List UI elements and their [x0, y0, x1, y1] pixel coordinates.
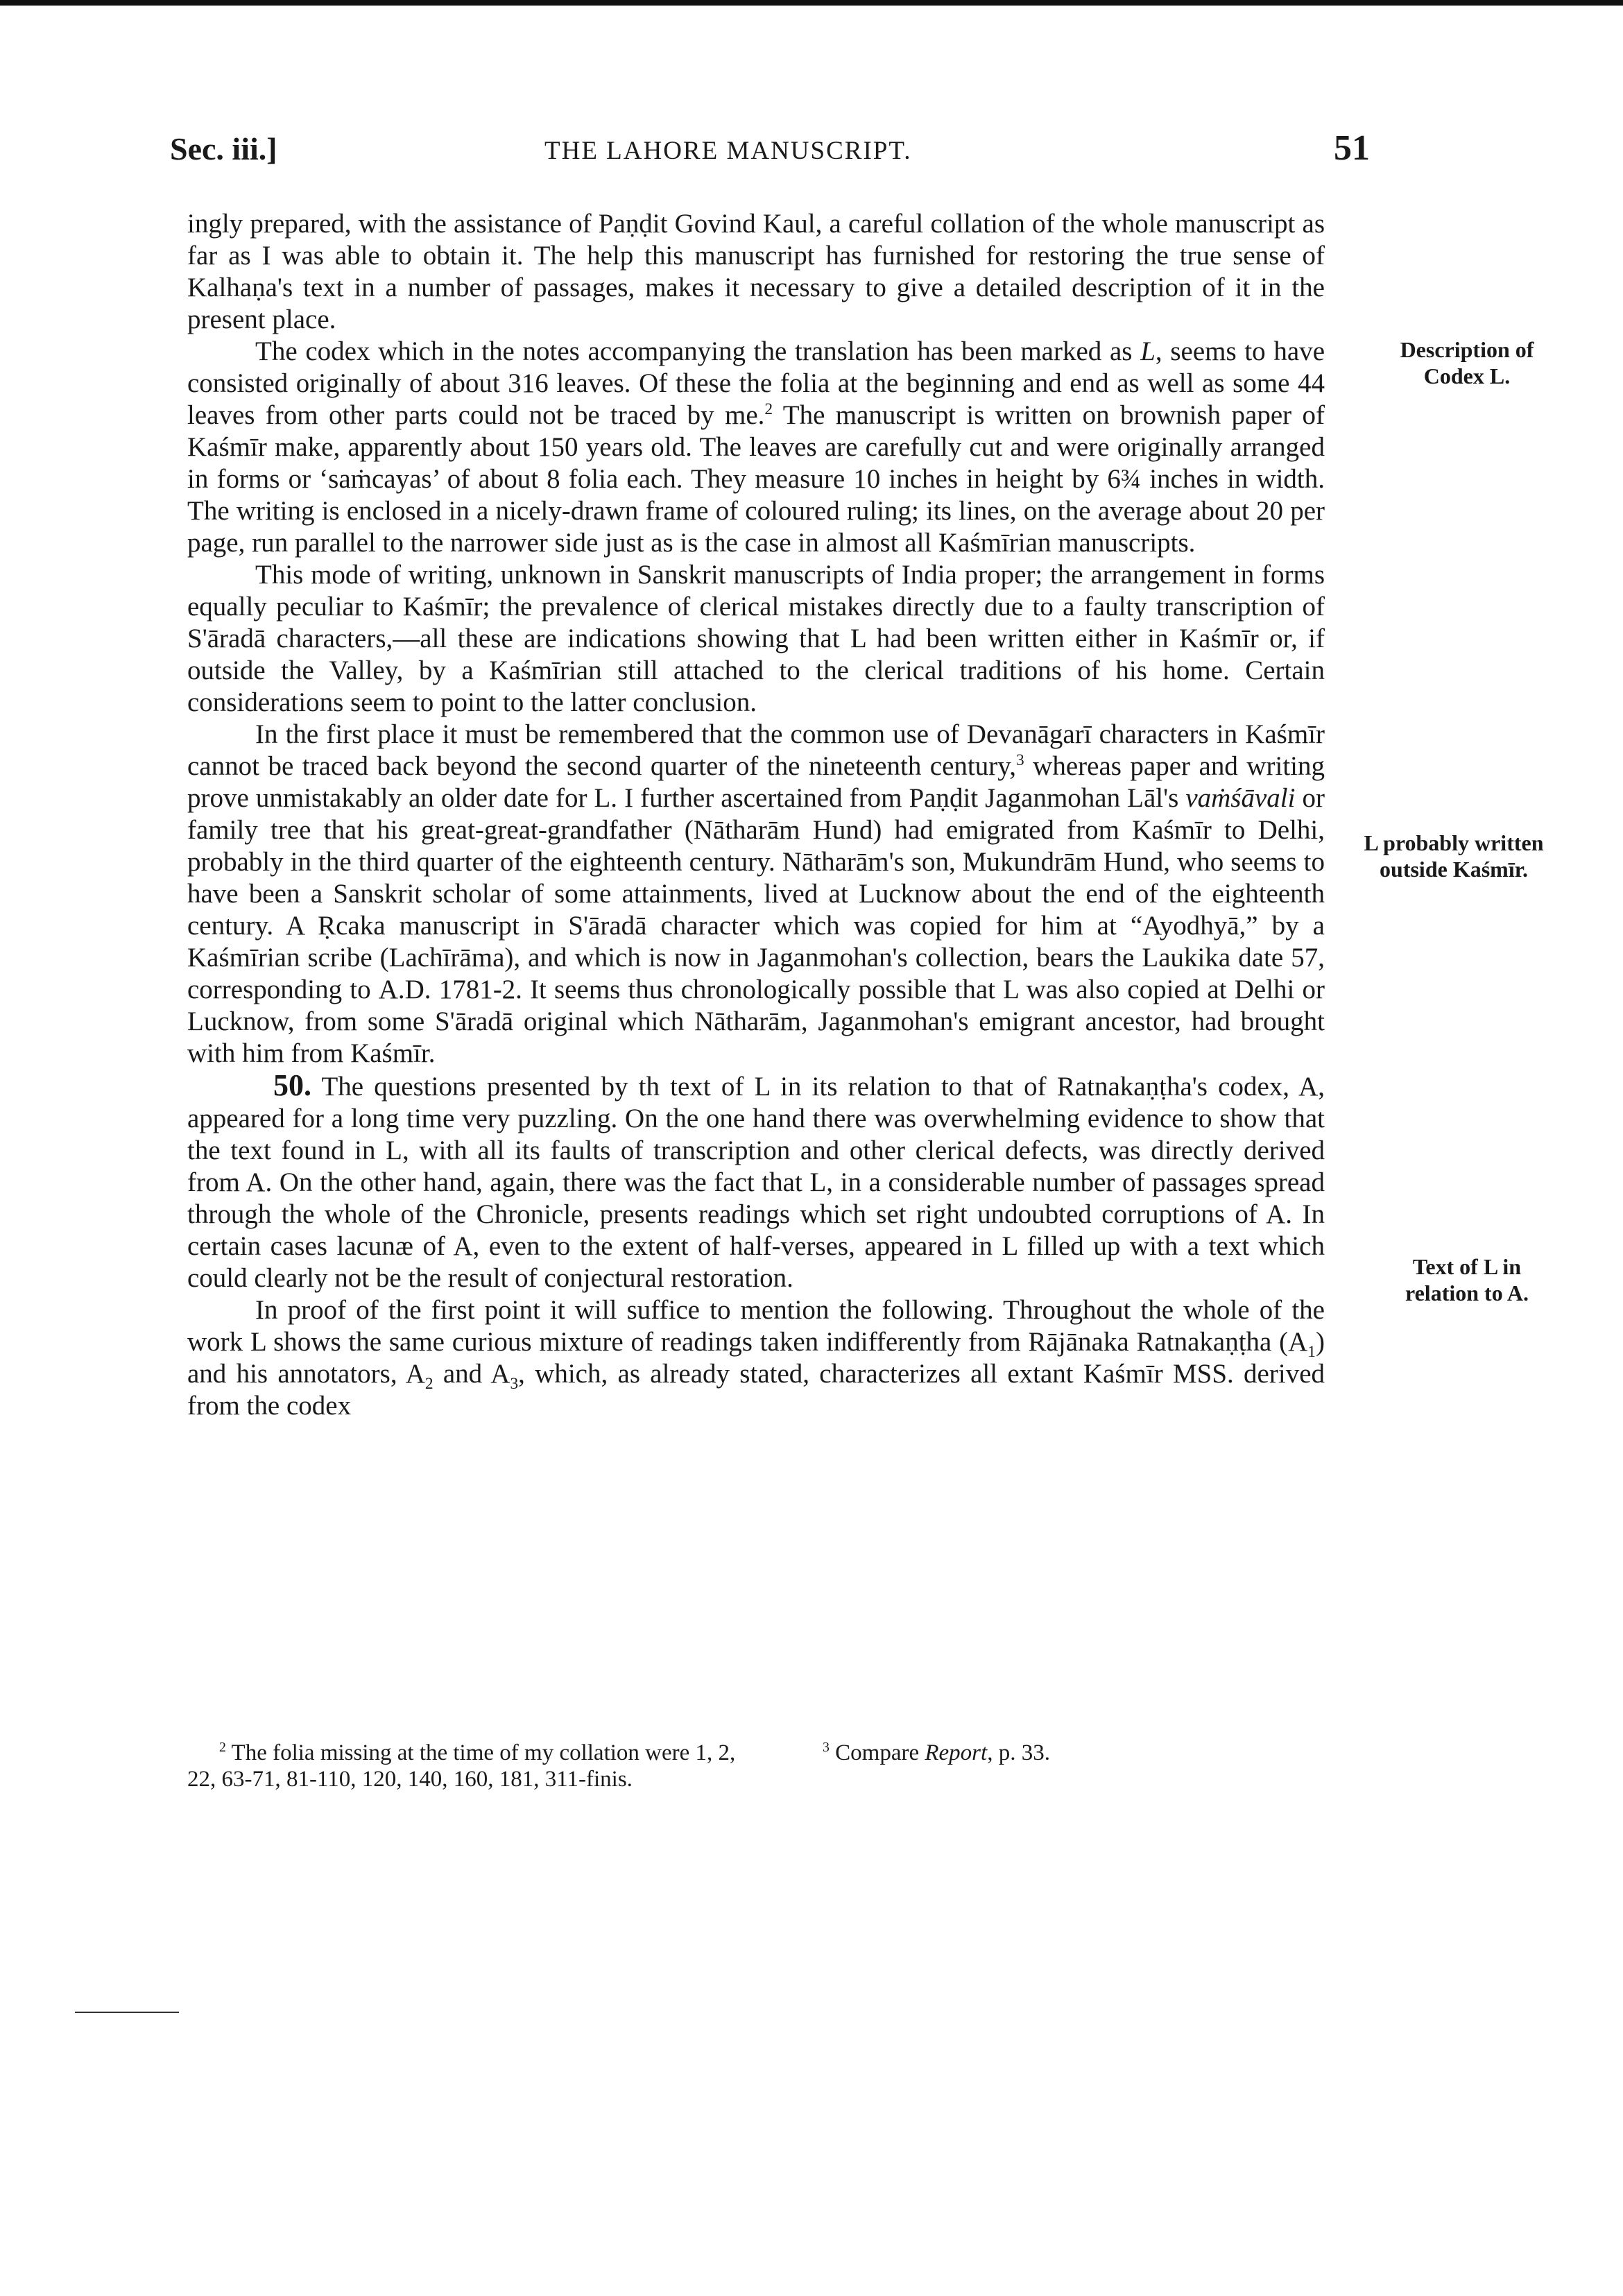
bottom-rule [75, 2012, 179, 2013]
side-note-text-relation: Text of L in relation to A. [1405, 1254, 1529, 1305]
footnote-ref-2: 2 [764, 400, 773, 418]
page-number: 51 [1334, 128, 1370, 168]
paragraph-mode-of-writing: This mode of writing, unknown in Sanskrit manuscripts of India proper; the arrangement in forms equally peculiar to Kaśmīr; the prevalence of clerical mistakes directly due to a faulty transcription of S'āradā characters,—all these are indications showing that L had been written either in Kaśmīr or, if outside the Valley, by a Kaśmīrian still attached to the clerical traditions of his home. Certain considerations seem to point to the latter conclusion. [187, 560, 1325, 717]
footnote-2: $^2$ The folia missing at the time of my collation were 1, 2, 22, 63-71, 81-110, 120, 140, 160, 181, 311-finis. [187, 1740, 736, 1792]
running-header [170, 130, 1370, 172]
top-edge-rule [0, 0, 1623, 6]
paragraph-first-point: In proof of the first point it will suffice to mention the following. Throughout the whole of the work L shows the same curious mixture of readings taken indifferently from Rājānaka Ratnakaṇṭha $(A_1)$ and his annotators, $A_2$ and $A_3$, which, as already stated, characterizes all extant Kaśmīr MSS. derived from the codex [187, 1295, 1325, 1421]
running-title: THE LAHORE MANUSCRIPT. [544, 137, 912, 165]
footnote-3: $^3$ Compare Report, p. 33. [823, 1740, 1050, 1765]
body-text [187, 208, 1325, 1422]
paragraph-section-50: 50. The questions presented by th text of L in its relation to that of Ratnakaṇṭha's codex, A, appeared for a long time very puzzling. On the one hand there was overwhelming evidence to show that the text found in L, with all its faults of transcription and other clerical defects, was directly derived from A. On the other hand, again, there was the fact that L, in a considerable number of passages spread through the whole of the Chronicle, presents readings which set right undoubted corruptions of A. In certain cases lacunæ of A, even to the extent of half-verses, appeared in L filled up with a text which could clearly not be the result of conjectural restoration. [187, 1068, 1325, 1293]
paragraph-continuation: ingly prepared, with the assistance of Paṇḍit Govind Kaul, a careful collation of the whole manuscript as far as I was able to obtain it. The help this manuscript has furnished for restoring the true sense of Kalhaṇa's text in a number of passages, makes it necessary to give a detailed description of it in the present place. [187, 209, 1325, 334]
paragraph-codex-description: The codex which in the notes accompanying the translation has been marked as L, seems to have consisted originally of about 316 leaves. Of these the folia at the beginning and end as well as some 44 leaves from other parts could not be traced by me.$^2$ The manuscript is written on brownish paper of Kaśmīr make, apparently about 150 years old. The leaves are carefully cut and were originally arranged in forms or ‘saṁcayas’ of about 8 folia each. They measure 10 inches in height by 6¾ inches in width. The writing is enclosed in a nicely-drawn frame of coloured ruling; its lines, on the average about 20 per page, run parallel to the narrower side just as is the case in almost all Kaśmīrian manuscripts. [187, 336, 1325, 558]
footnote-ref-3: 3 [1015, 751, 1024, 769]
section-number: 50. [273, 1068, 311, 1102]
section-label: Sec. iii.] [170, 131, 277, 166]
side-note-description: Description of Codex L. [1400, 337, 1534, 388]
side-note-probably-written: L probably written outside Kaśmīr. [1364, 830, 1544, 882]
paragraph-first-place: In the first place it must be remembered that the common use of Devanāgarī characters in Kaśmīr cannot be traced back beyond the second quarter of the nineteenth century,$^3$ whereas paper and writing prove unmistakably an older date for L. I further ascertained from Paṇḍit Jaganmohan Lāl's vaṁśāvali or family tree that his great-great-grandfather (Nātharām Hund) had emigrated from Kaśmīr to Delhi, probably in the third quarter of the eighteenth century. Nātharām's son, Mukundrām Hund, who seems to have been a Sanskrit scholar of some attainments, lived at Lucknow about the end of the eighteenth century. A Ṛcaka manuscript in S'āradā character which was copied for him at “Ayodhyā,” by a Kaśmīrian scribe (Lachīrāma), and which is now in Jaganmohan's collection, bears the Laukika date 57, corresponding to A.D. 1781-2. It seems thus chronologically possible that L was also copied at Delhi or Lucknow, from some S'āradā original which Nātharām, Jaganmohan's emigrant ancestor, had brought with him from Kaśmīr. [187, 719, 1325, 1068]
